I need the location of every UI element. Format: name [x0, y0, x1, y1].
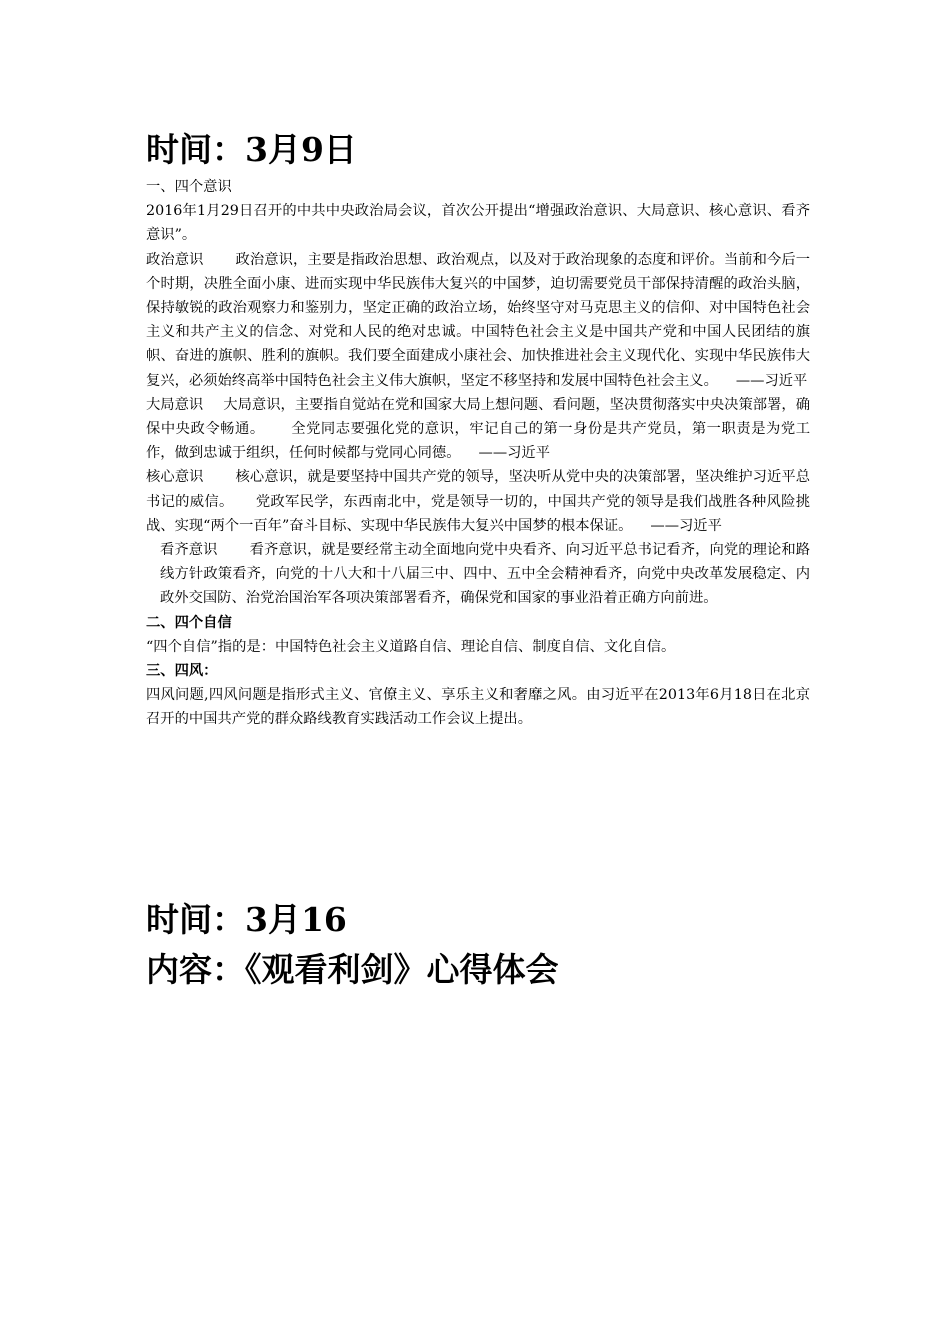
core-quote: 党政军民学，东西南北中，党是领导一切的，中国共产党的领导是我们战胜各种风险挑战、实现“两个一百年”奋斗目标、实现中华民族伟大复兴中国梦的根本保证。	[146, 493, 810, 534]
align-consciousness-paragraph	[146, 538, 810, 611]
four-winds-paragraph: 四风问题,四风问题是指形式主义、官僚主义、享乐主义和奢靡之风。由习近平在2013年6月18日在北京召开的中国共产党的群众路线教育实践活动工作会议上提出。	[146, 687, 810, 728]
notes-body	[146, 175, 810, 732]
overall-label: 大局意识	[146, 396, 204, 413]
align-label: 看齐意识	[160, 542, 218, 559]
intro-paragraph: 2016年1月29日召开的中共中央政治局会议，首次公开提出“增强政治意识、大局意识、核心意识、看齐意识”。	[146, 203, 810, 244]
core-consciousness-paragraph	[146, 465, 810, 538]
political-text: 政治意识，主要是指政治思想、政治观点，以及对于政治现象的态度和评价。当前和今后一个时期，决胜全面小康、进而实现中华民族伟大复兴的中国梦，迫切需要党员干部保持清醒的政治头脑，保持敏锐的政治观察力和鉴别力，坚定正确的政治立场，始终坚守对马克思主义的信仰、对中国特色社会主义和共产主义的信念、对党和人民的绝对忠诚。中国特色社会主义是中国共产党和中国人民团结的旗帜、奋进的旗帜、胜利的旗帜。我们要全面建成小康社会、加快推进社会主义现代化、实现中华民族伟大复兴，必须始终高举中国特色社会主义伟大旗帜，坚定不移坚持和发展中国特色社会主义。	[146, 251, 811, 389]
core-label: 核心意识	[146, 469, 204, 486]
political-consciousness-paragraph	[146, 248, 810, 393]
date-heading-march-16: 时间：3月16	[146, 900, 347, 939]
section-title-four-confidences: 二、四个自信	[146, 614, 232, 631]
political-signature: ——习近平	[735, 372, 808, 389]
content-heading: 内容：《观看利剑》心得体会	[146, 950, 559, 989]
overall-signature: ——习近平	[478, 445, 551, 462]
core-signature: ——习近平	[650, 517, 722, 534]
four-confidences-paragraph: “四个自信”指的是：中国特色社会主义道路自信、理论自信、制度自信、文化自信。	[146, 638, 676, 655]
section-title-four-winds: 三、四风：	[146, 663, 218, 680]
align-text: 看齐意识，就是要经常主动全面地向党中央看齐、向习近平总书记看齐，向党的理论和路线方针政策看齐，向党的十八大和十八届三中、四中、五中全会精神看齐，向党中央改革发展稳定、内政外交国防、治党治国治军各项决策部署看齐，确保党和国家的事业沿着正确方向前进。	[160, 542, 811, 607]
overall-consciousness-paragraph	[146, 393, 810, 466]
overall-quote: 全党同志要强化党的意识，牢记自己的第一身份是共产党员，第一职责是为党工作，做到忠诚于组织，任何时候都与党同心同德。	[146, 421, 811, 462]
date-heading-march-9: 时间：3月9日	[146, 130, 357, 169]
section-title-four-consciousness: 一、四个意识	[146, 179, 232, 195]
political-label: 政治意识	[146, 251, 204, 268]
overall-text: 大局意识，主要指自觉站在党和国家大局上想问题、看问题，坚决贯彻落实中央决策部署，确保中央政令畅通。	[146, 396, 811, 438]
core-text: 核心意识，就是要坚持中国共产党的领导，坚决听从党中央的决策部署，坚决维护习近平总书记的威信。	[146, 469, 811, 510]
